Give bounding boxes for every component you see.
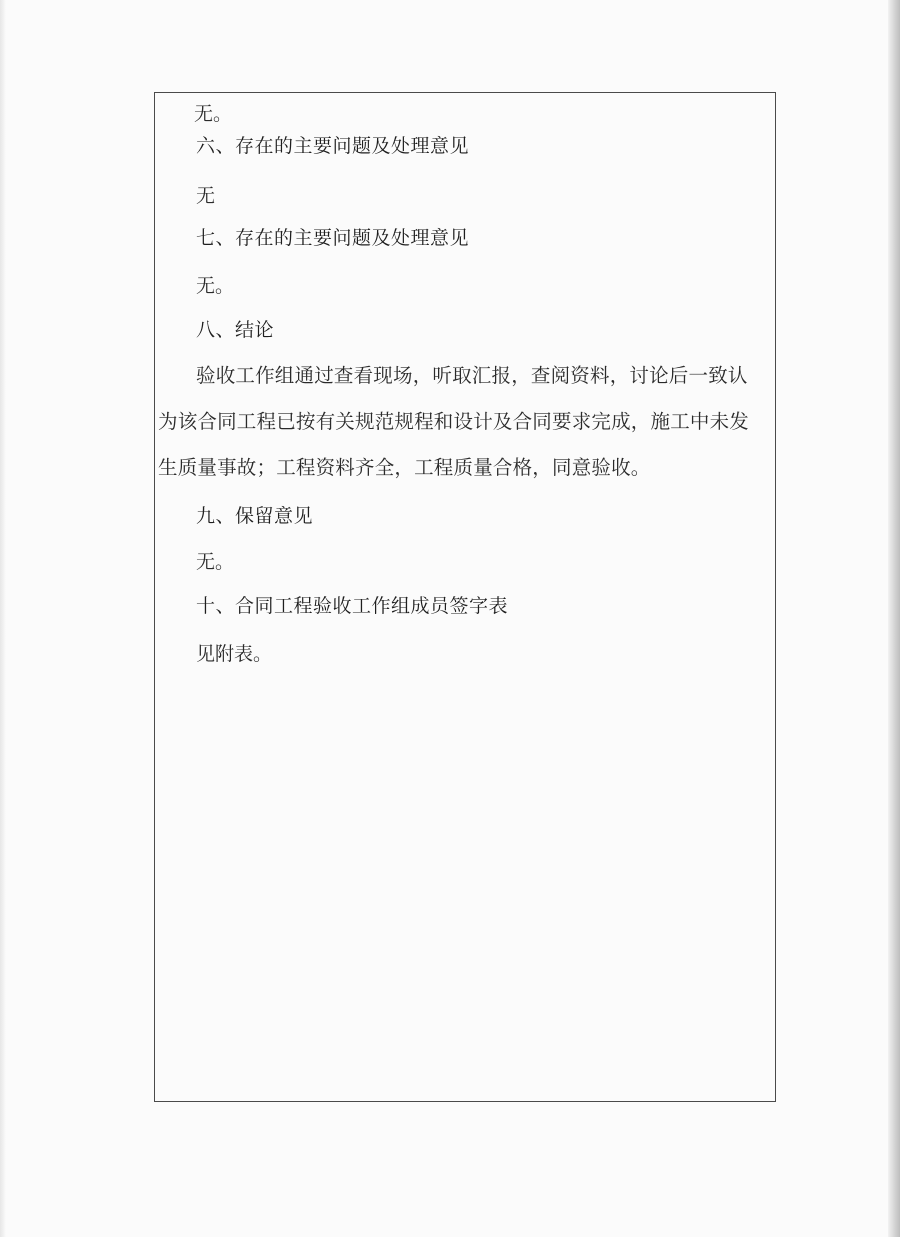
paragraph-conclusion-line-1: 验收工作组通过查看现场，听取汇报，查阅资料，讨论后一致认: [196, 364, 748, 387]
heading-section-8: 八、结论: [196, 319, 275, 341]
text-line-none-3: 无。: [196, 275, 235, 297]
text-line-none-2: 无: [196, 185, 216, 207]
text-line-none-4: 无。: [196, 551, 235, 573]
heading-section-7: 七、存在的主要问题及处理意见: [196, 227, 470, 249]
paragraph-conclusion-line-2: 为该合同工程已按有关规范规程和设计及合同要求完成，施工中未发: [158, 410, 750, 433]
text-line-see-attachment: 见附表。: [196, 643, 273, 665]
text-line-none-1: 无。: [194, 103, 233, 125]
heading-section-6: 六、存在的主要问题及处理意见: [196, 135, 470, 157]
paragraph-conclusion-line-3: 生质量事故；工程资料齐全，工程质量合格，同意验收。: [158, 456, 651, 479]
page-right-shadow: [888, 0, 900, 1237]
heading-section-9: 九、保留意见: [196, 505, 314, 527]
heading-section-10: 十、合同工程验收工作组成员签字表: [196, 595, 509, 617]
page-left-edge: [0, 0, 6, 1237]
